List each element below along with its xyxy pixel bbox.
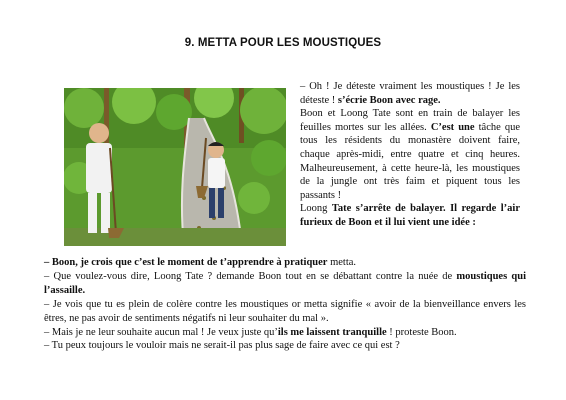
story-text-right-column <box>300 80 520 230</box>
paragraph-1: – Oh ! Je déteste vraiment les moustiques ! Je les déteste ! s’écrie Boon avec rage. <box>300 81 520 106</box>
dialogue-line-5: – Tu peux toujours le vouloir mais ne serait-il pas plus sage de faire avec ce qui est ? <box>44 340 400 352</box>
dialogue-line-3: – Je vois que tu es plein de colère contre les moustiques or metta signifie « avoir de la bienveillance envers les êtres, ne pas avoir de sentiments négatifs ni leur souhaiter du mal ». <box>44 298 526 324</box>
dialogue-line-1: – Boon, je crois que c’est le moment de t’apprendre à pratiquer metta. <box>44 257 357 268</box>
paragraph-2: Boon et Loong Tate sont en train de balayer les feuilles mortes sur les allées. C’est une tâche que tous les résidents du monastère doivent faire, chaque après-midi, entre quatre et cinq heures. Malheureusement, à cette heure-là, les moustiques de la jungle ont très faim et piquent tous les passants ! <box>300 108 520 201</box>
dialogue-line-2: – Que voulez-vous dire, Loong Tate ? demande Boon tout en se débattant contre la nuée de moustiques qui l’assaille. <box>44 270 526 296</box>
story-text-bottom <box>44 256 526 353</box>
paragraph-3: Loong Tate s’arrête de balayer. Il regarde l’air furieux de Boon et il lui vient une idée : <box>300 203 520 228</box>
page-title: 9. METTA POUR LES MOUSTIQUES <box>184 37 382 49</box>
boys-sweeping-monastery-path-illustration <box>64 88 286 246</box>
dialogue-line-4: – Mais je ne leur souhaite aucun mal ! Je veux juste qu’ils me laissent tranquille ! proteste Boon. <box>44 326 457 338</box>
